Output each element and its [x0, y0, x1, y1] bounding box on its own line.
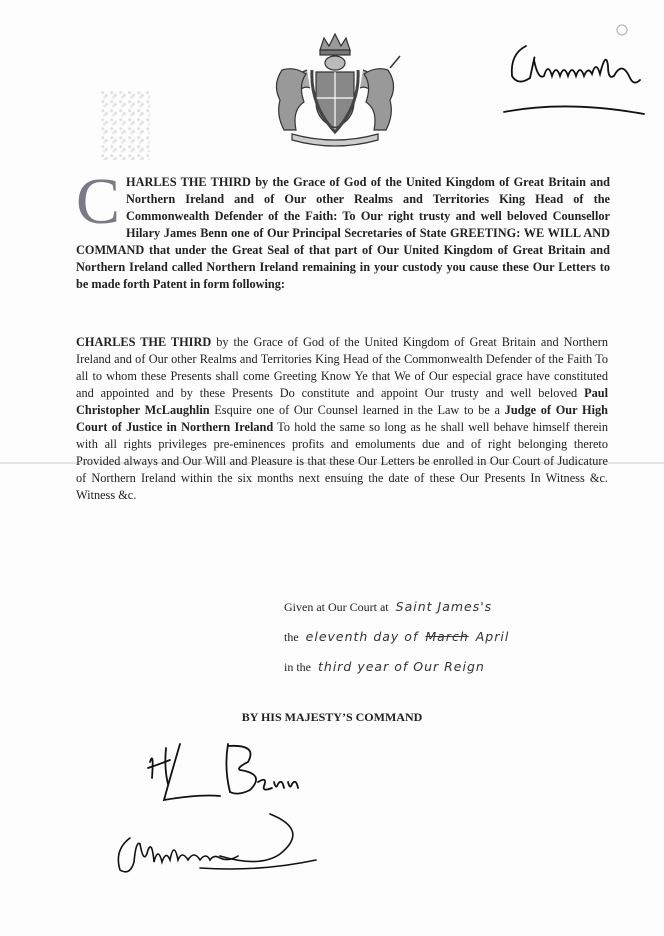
- letters-patent-paragraph: [76, 334, 608, 504]
- struck-month: March: [425, 629, 469, 644]
- given-reign-label: in the: [284, 660, 311, 674]
- given-at-court-block: [284, 592, 509, 682]
- royal-signature-image: [496, 20, 646, 130]
- given-place-label: Given at Our Court at: [284, 600, 389, 614]
- given-reign-handwritten: third year of Our Reign: [318, 659, 485, 674]
- patent-text-2: Esquire one of Our Counsel learned in the Law to be a: [209, 403, 505, 417]
- warrant-text: HARLES THE THIRD by the Grace of God of the United Kingdom of Great Britain and Northern Ireland and of Our other Realms and Territories King Head of the Commonwealth Defender of the Faith: To Our right trusty and well beloved Counsellor Hilary James Benn one of Our Principal Secretaries of State GREETING: WE WILL AND COMMAND that under the Great Seal of that part of Our United Kingdom of Great Britain and Northern Ireland called Northern Ireland remaining in your custody you cause these Our Letters to be made forth Patent in form following:: [76, 175, 610, 291]
- given-place-handwritten: Saint James's: [395, 599, 493, 614]
- given-line-reign: [284, 652, 509, 682]
- sovereign-name: CHARLES THE THIRD: [76, 335, 212, 349]
- given-day-handwritten: eleventh day of: [305, 629, 419, 644]
- given-line-day: [284, 622, 509, 652]
- secretary-signature-image: [140, 738, 310, 818]
- appointee-name: Paul Christopher McLaughlin: [76, 386, 608, 417]
- warrant-paragraph: [76, 165, 610, 293]
- given-month-handwritten: April: [475, 629, 510, 644]
- patent-text-3: To hold the same so long as he shall well behave himself therein with all rights privileges pre-eminences profits and emoluments due and of right belonging thereto Provided always and Our Will and Pleasure is that these Our Letters be enrolled in Our Court of Judicature of Northern Ireland within the six months next ensuing the date of these Our Presents In Witness &c. Witness &c.: [76, 420, 608, 502]
- second-signature-image: [110, 810, 320, 890]
- command-heading: BY HIS MAJESTY’S COMMAND: [241, 710, 423, 724]
- office-title: Judge of Our High Court of Justice in Northern Ireland: [76, 403, 608, 434]
- given-line-place: [284, 592, 509, 622]
- paper-speckle: [100, 90, 150, 160]
- drop-cap-letter: C: [76, 165, 121, 238]
- patent-text-1: by the Grace of God of the United Kingdom of Great Britain and Northern Ireland and of Our other Realms and Territories King Head of the Commonwealth Defender of the Faith To all to whom these Presents shall come Greeting Know Ye that We of Our especial grace have constituted and appointed and by these Presents Do constitute and appoint Our trusty and well beloved: [76, 335, 608, 400]
- given-day-label: the: [284, 630, 299, 644]
- royal-coat-of-arms-icon: [262, 30, 408, 148]
